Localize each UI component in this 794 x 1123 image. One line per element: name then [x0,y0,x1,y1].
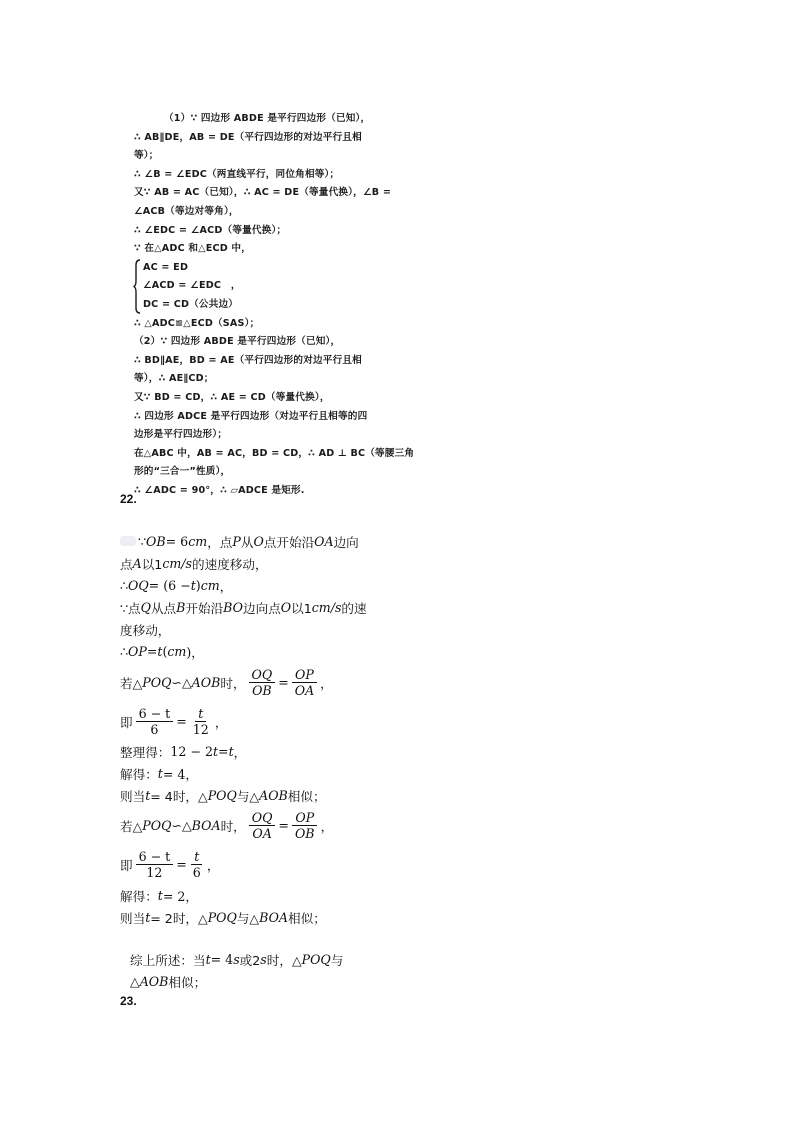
left-brace-icon [133,259,141,314]
fraction: $\frac{OP}{OA}$ [292,667,317,698]
spacer [120,928,420,948]
q22-line-4: ∵点 Q 从点 B 开始沿 BO 边向点 O 以1 cm/s 的速 [120,599,367,616]
q21-line: 等），∴ AE∥CD； [134,373,214,385]
q21-line: ∴ ∠EDC = ∠ACD（等量代换）； [134,224,287,236]
q22-line-15: 则当 t = 2时，△ POQ 与△ BOA 相似； [120,909,326,926]
q21-line: ∴ AB∥DE，AB = DE（平行四边形的对边平行且相 [134,131,362,143]
q21-line: ∴ ∠B = ∠EDC（两直线平行，同位角相等）； [134,168,340,180]
q22-line-13: 即 $\frac{6 - t}{12}$ = $\frac{t}{6}$ ， [120,848,220,880]
q21-line: ∴ BD∥AE，BD = AE（平行四边形的对边平行且相 [134,354,362,366]
q21-line: 边形是平行四边形）； [134,429,228,441]
q21-line: 在△ABC 中，AB = AC，BD = CD，∴ AD ⊥ BC（等腰三角 [134,447,415,459]
q21-system-line: DC = CD（公共边） [143,298,239,310]
fraction: $\frac{t}{12}$ [192,705,209,737]
q22-line-9: 整理得： 12 − 2 t = t ， [120,743,247,760]
q21-solution [134,110,414,500]
q21-line: 又∵ AB = AC（已知），∴ AC = DE（等量代换），∠B = [134,187,392,199]
q21-line: ∴ ∠ADC = 90°，∴ ▱ADCE 是矩形. [134,484,305,496]
q22-line-5: 度移动， [120,622,171,638]
blurred-mark [120,536,136,546]
q21-line: ∴ 四边形 ADCE 是平行四边形（对边平行且相等的四 [134,410,368,422]
fraction: $\frac{t}{6}$ [192,848,201,880]
fraction: $\frac{6 - t}{6}$ [136,706,174,737]
q22-line-2: 点 A 以1 cm/s 的速度移动， [120,555,268,572]
question-number-23: 23. [120,994,137,1008]
q21-system-line: AC = ED [143,261,189,273]
q22-line-10: 解得： t = 4， [120,765,199,782]
question-number-22: 22. [120,492,137,506]
q21-line: ∠ACB（等边对等角）， [134,205,239,217]
q21-equation-system [134,259,414,315]
q21-line: ∵ 在△ADC 和△ECD 中， [134,243,252,255]
q22-line-14: 解得： t = 2， [120,887,199,904]
q22-line-1: ∵ OB = 6 cm ，点 P 从 O 点开始沿 OA 边向 [120,530,420,552]
q22-line-7: 若△ POQ ∽△ AOB 时， $\frac{OQ}{OB}$ = $\frac{OP}{OA}$ ， [120,666,333,698]
fraction: $\frac{OQ}{OA}$ [249,810,276,841]
fraction: $\frac{6 - t}{12}$ [136,849,174,880]
q21-line: ∴ △ADC≌△ECD（SAS）； [134,317,260,329]
q22-line-12: 若△ POQ ∽△ BOA 时， $\frac{OQ}{OA}$ = $\frac{OP}{OB}$ ， [120,809,334,841]
q22-line-16: 综上所述：当 t = 4 s 或2 s 时，△ POQ 与 [130,951,344,968]
q21-line: （2）∵ 四边形 ABDE 是平行四边形（已知）， [134,336,341,348]
q21-line: （1）∵ 四边形 ABDE 是平行四边形（已知）， [164,113,371,124]
q22-line-8: 即 $\frac{6 - t}{6}$ = $\frac{t}{12}$ ， [120,705,228,737]
q22-solution [120,530,420,992]
q22-line-6: ∴ OP = t ( cm )， [120,643,204,660]
q21-system-line: ∠ACD = ∠EDC ， [143,280,241,292]
q21-line: 等）； [134,150,159,162]
fraction: $\frac{OP}{OB}$ [292,810,318,841]
q22-line-3: ∴ OQ = (6 − t ) cm ， [120,577,233,594]
q21-line: 又∵ BD = CD，∴ AE = CD（等量代换）， [134,391,330,403]
fraction: $\frac{OQ}{OB}$ [249,667,276,698]
q21-line: 形的“三合一”性质）， [134,466,231,478]
q22-line-17: △ AOB 相似； [130,973,207,990]
q22-line-11: 则当 t = 4时，△ POQ 与△ AOB 相似； [120,787,326,804]
